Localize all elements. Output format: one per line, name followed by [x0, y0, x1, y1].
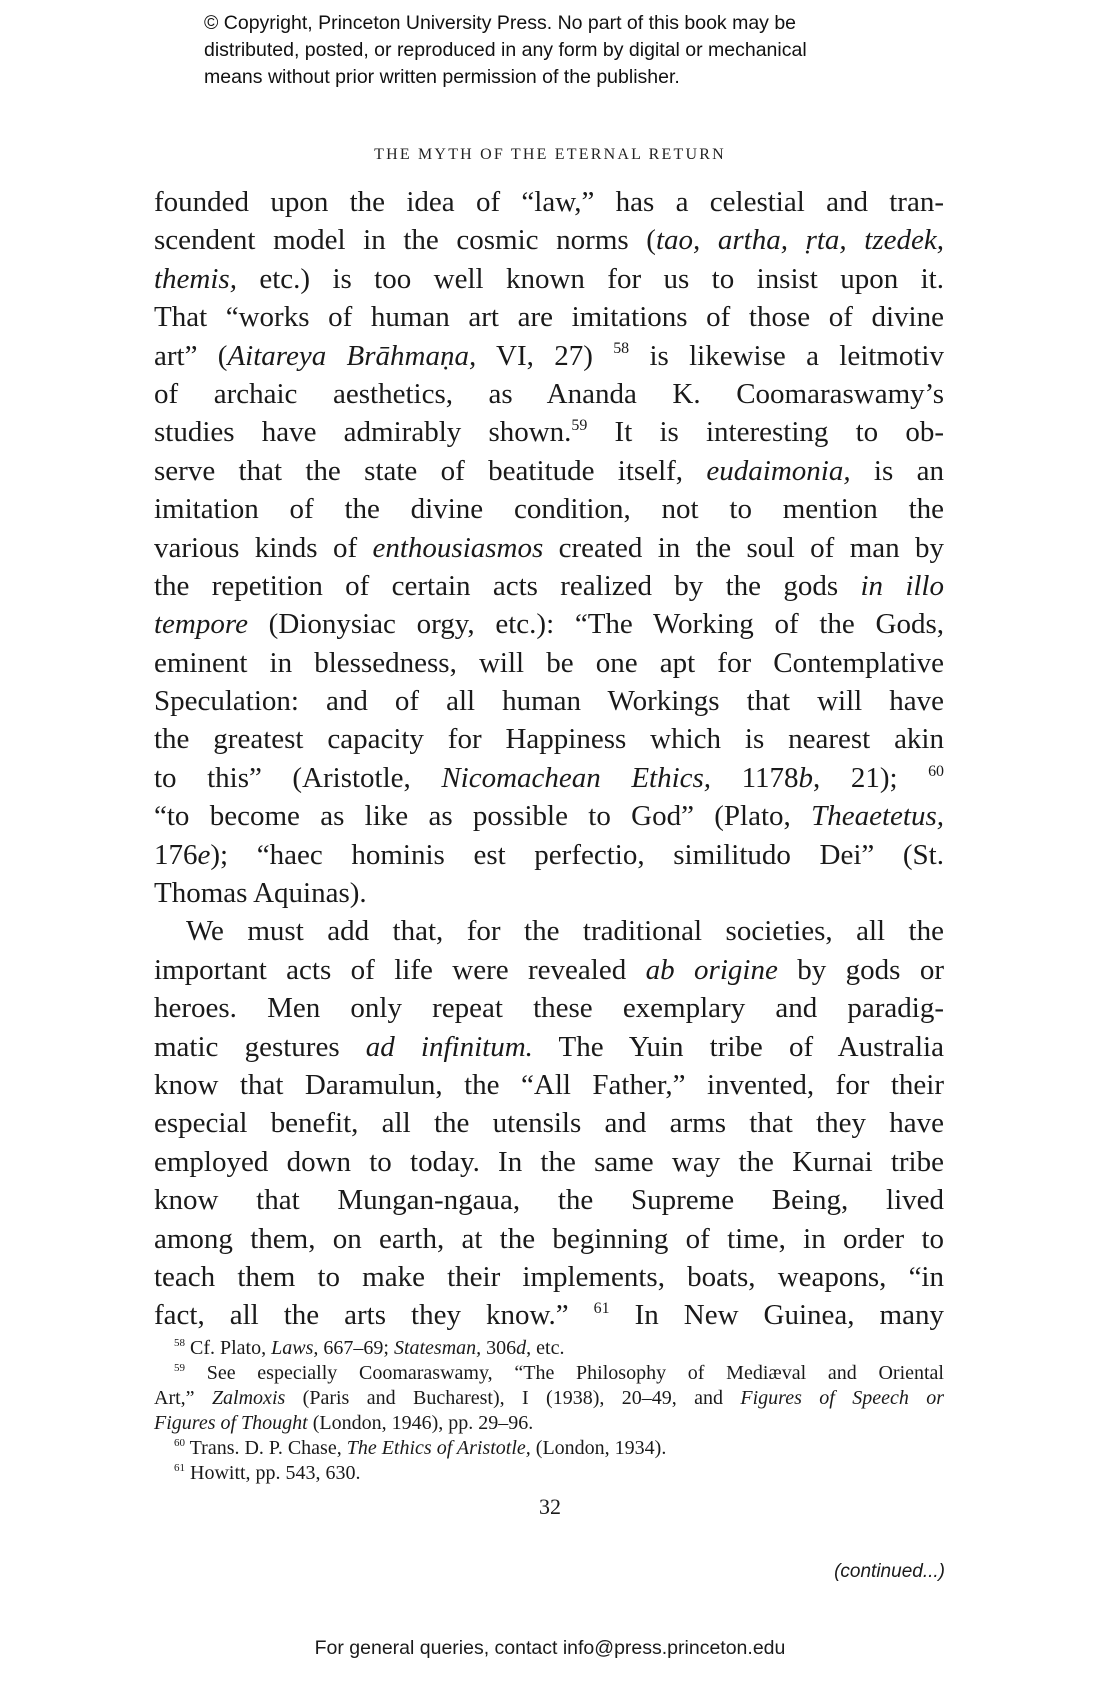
body-line — [154, 1143, 944, 1181]
text-run: art” ( — [154, 339, 228, 372]
text-run: 306 — [481, 1337, 517, 1359]
text-run: serve that the state of beatitude itself, — [154, 454, 707, 487]
italic-text: Figures of Speech or — [740, 1387, 944, 1409]
text-run: know that Mungan-ngaua, the Supreme Being, lived — [154, 1184, 944, 1217]
italic-text: tao, artha, ṛta, tzedek, — [655, 224, 945, 257]
text-run: important acts of life were revealed — [154, 953, 646, 986]
text-run: VI, 27) — [476, 339, 614, 372]
italic-text: b — [798, 761, 814, 794]
text-run: by gods or — [777, 953, 944, 986]
page-number: 32 — [539, 1494, 561, 1519]
italic-text: ad infinitum. — [365, 1030, 533, 1063]
text-run: Howitt, pp. 543, 630. — [185, 1462, 361, 1484]
text-run: 176 — [154, 838, 198, 871]
text-run: among them, on earth, at the beginning of time, in order to — [154, 1222, 944, 1255]
italic-text: Nicomachean Ethics, — [441, 761, 712, 794]
text-run: Thomas Aquinas). — [154, 877, 367, 910]
italic-text: Zalmoxis — [211, 1387, 286, 1409]
body-line — [154, 759, 944, 797]
footer-contact: For general queries, contact info@press.princeton.edu — [314, 1637, 786, 1659]
footnote-line — [154, 1436, 944, 1461]
italic-text: tempore — [154, 608, 248, 641]
body-line — [154, 452, 944, 490]
text-run: (Dionysiac orgy, etc.): “The Working of the Gods, — [247, 608, 944, 641]
copyright-line: means without prior written permission of the publisher. — [204, 66, 680, 88]
text-run: The Yuin tribe of Australia — [532, 1030, 944, 1063]
text-run: employed down to today. In the same way the Kurnai tribe — [154, 1145, 944, 1178]
text-run: matic gestures — [154, 1030, 366, 1063]
body-line — [154, 682, 944, 720]
italic-text: ab origine — [645, 953, 778, 986]
body-line — [154, 1220, 944, 1258]
italic-text: in illo — [860, 569, 944, 602]
body-text — [154, 183, 944, 1335]
text-run: is likewise a leitmotiv — [629, 339, 944, 372]
italic-text: enthousiasmos — [372, 531, 544, 564]
text-run: etc.) is too well known for us to insist upon it. — [236, 262, 944, 295]
italic-text: e — [197, 838, 211, 871]
text-run: the repetition of certain acts realized by the gods — [154, 569, 861, 602]
text-run: the greatest capacity for Happiness which is nearest akin — [154, 723, 944, 756]
footnote-line — [154, 1461, 944, 1486]
footnote-ref: 60 — [174, 1437, 185, 1450]
text-run: fact, all the arts they know.” — [154, 1299, 594, 1332]
footnote-ref: 58 — [613, 340, 630, 358]
body-line — [154, 1181, 944, 1219]
text-run: , 21); — [813, 761, 929, 794]
body-line — [154, 260, 944, 298]
footnote-ref: 59 — [571, 417, 588, 435]
footnote-line — [154, 1361, 944, 1386]
text-run: In New Guinea, many — [609, 1299, 944, 1332]
footnote-ref: 58 — [174, 1337, 185, 1350]
body-line — [154, 644, 944, 682]
text-run: founded upon the idea of “law,” has a celestial and tran- — [154, 186, 944, 218]
text-run: (London, 1946), pp. 29–96. — [307, 1412, 534, 1434]
body-line — [154, 529, 944, 567]
footnote-line — [154, 1386, 944, 1411]
copyright-notice — [204, 10, 807, 91]
italic-text: The Ethics of Aristotle, — [346, 1437, 531, 1459]
text-run: (Paris and Bucharest), I (1938), 20–49, and — [285, 1387, 741, 1409]
text-run: various kinds of — [154, 531, 373, 564]
running-head: THE MYTH OF THE ETERNAL RETURN — [374, 146, 726, 163]
footnote-ref: 59 — [174, 1362, 185, 1375]
body-line — [154, 797, 944, 835]
text-run: Cf. Plato, — [185, 1337, 272, 1359]
text-run: created in the soul of man by — [543, 531, 944, 564]
italic-text: eudaimonia, — [706, 454, 851, 487]
text-run: heroes. Men only repeat these exemplary and paradig- — [154, 992, 944, 1025]
body-line — [154, 567, 944, 605]
footnotes — [154, 1336, 944, 1486]
footnote-ref: 60 — [928, 762, 944, 780]
text-run: to this” (Aristotle, — [154, 761, 442, 794]
body-line — [154, 836, 944, 874]
body-line — [154, 1028, 944, 1066]
text-run: “to become as like as possible to God” (Plato, — [154, 800, 812, 833]
text-run: scendent model in the cosmic norms ( — [154, 224, 656, 257]
text-run: That “works of human art are imitations of those of divine — [154, 301, 944, 334]
continued-note: (continued...) — [834, 1561, 945, 1582]
body-line — [154, 1258, 944, 1296]
text-run: (London, 1934). — [530, 1437, 667, 1459]
footnote-ref: 61 — [593, 1300, 610, 1318]
body-line — [154, 951, 944, 989]
footnote-line — [154, 1336, 944, 1361]
body-line — [154, 337, 944, 375]
text-run: studies have admirably shown. — [154, 416, 572, 449]
body-line — [154, 1104, 944, 1142]
text-run: It is interesting to ob- — [587, 416, 944, 449]
body-line — [154, 720, 944, 758]
body-line — [154, 183, 944, 221]
italic-text: d — [516, 1337, 527, 1359]
copyright-line: © Copyright, Princeton University Press. No part of this book may be — [204, 12, 797, 34]
body-line — [154, 375, 944, 413]
italic-text: Theaetetus, — [811, 800, 944, 833]
footnote-line — [154, 1411, 944, 1436]
copyright-line: distributed, posted, or reproduced in any form by digital or mechanical — [204, 39, 807, 61]
text-run: 667–69; — [318, 1337, 394, 1359]
body-line — [154, 912, 944, 950]
body-line — [154, 989, 944, 1027]
text-run: know that Daramulun, the “All Father,” invented, for their — [154, 1068, 944, 1101]
text-run: is an — [850, 454, 944, 487]
text-run: eminent in blessedness, will be one apt for Contemplative — [154, 646, 944, 679]
text-run: Speculation: and of all human Workings that will have — [154, 685, 944, 718]
italic-text: Figures of Thought — [154, 1412, 308, 1434]
text-run: teach them to make their implements, boats, weapons, “in — [154, 1260, 944, 1293]
footnote-ref: 61 — [174, 1462, 185, 1475]
text-run: 1178 — [711, 761, 799, 794]
body-line — [154, 221, 944, 259]
text-run: Trans. D. P. Chase, — [185, 1437, 347, 1459]
italic-text: themis, — [154, 262, 237, 295]
text-run: of archaic aesthetics, as Ananda K. Coomaraswamy’s — [154, 377, 944, 410]
body-line — [154, 1066, 944, 1104]
text-run: See especially Coomaraswamy, “The Philosophy of Mediæval and Oriental — [185, 1362, 944, 1384]
text-run: We must add that, for the traditional societies, all the — [186, 915, 944, 948]
body-line — [154, 298, 944, 336]
text-run: ); “haec hominis est perfectio, similitudo Dei” (St. — [210, 838, 944, 871]
text-run: Art,” — [154, 1387, 212, 1409]
body-line — [154, 1296, 944, 1334]
text-run: , etc. — [526, 1337, 565, 1359]
italic-text: Laws, — [271, 1337, 319, 1359]
body-line — [154, 490, 944, 528]
text-run: especial benefit, all the utensils and arms that they have — [154, 1107, 944, 1140]
body-line — [154, 874, 944, 912]
italic-text: Statesman, — [393, 1337, 482, 1359]
body-line — [154, 605, 944, 643]
italic-text: Aitareya Brāhmaṇa, — [227, 339, 477, 372]
body-line — [154, 413, 944, 451]
text-run: imitation of the divine condition, not to mention the — [154, 493, 944, 526]
